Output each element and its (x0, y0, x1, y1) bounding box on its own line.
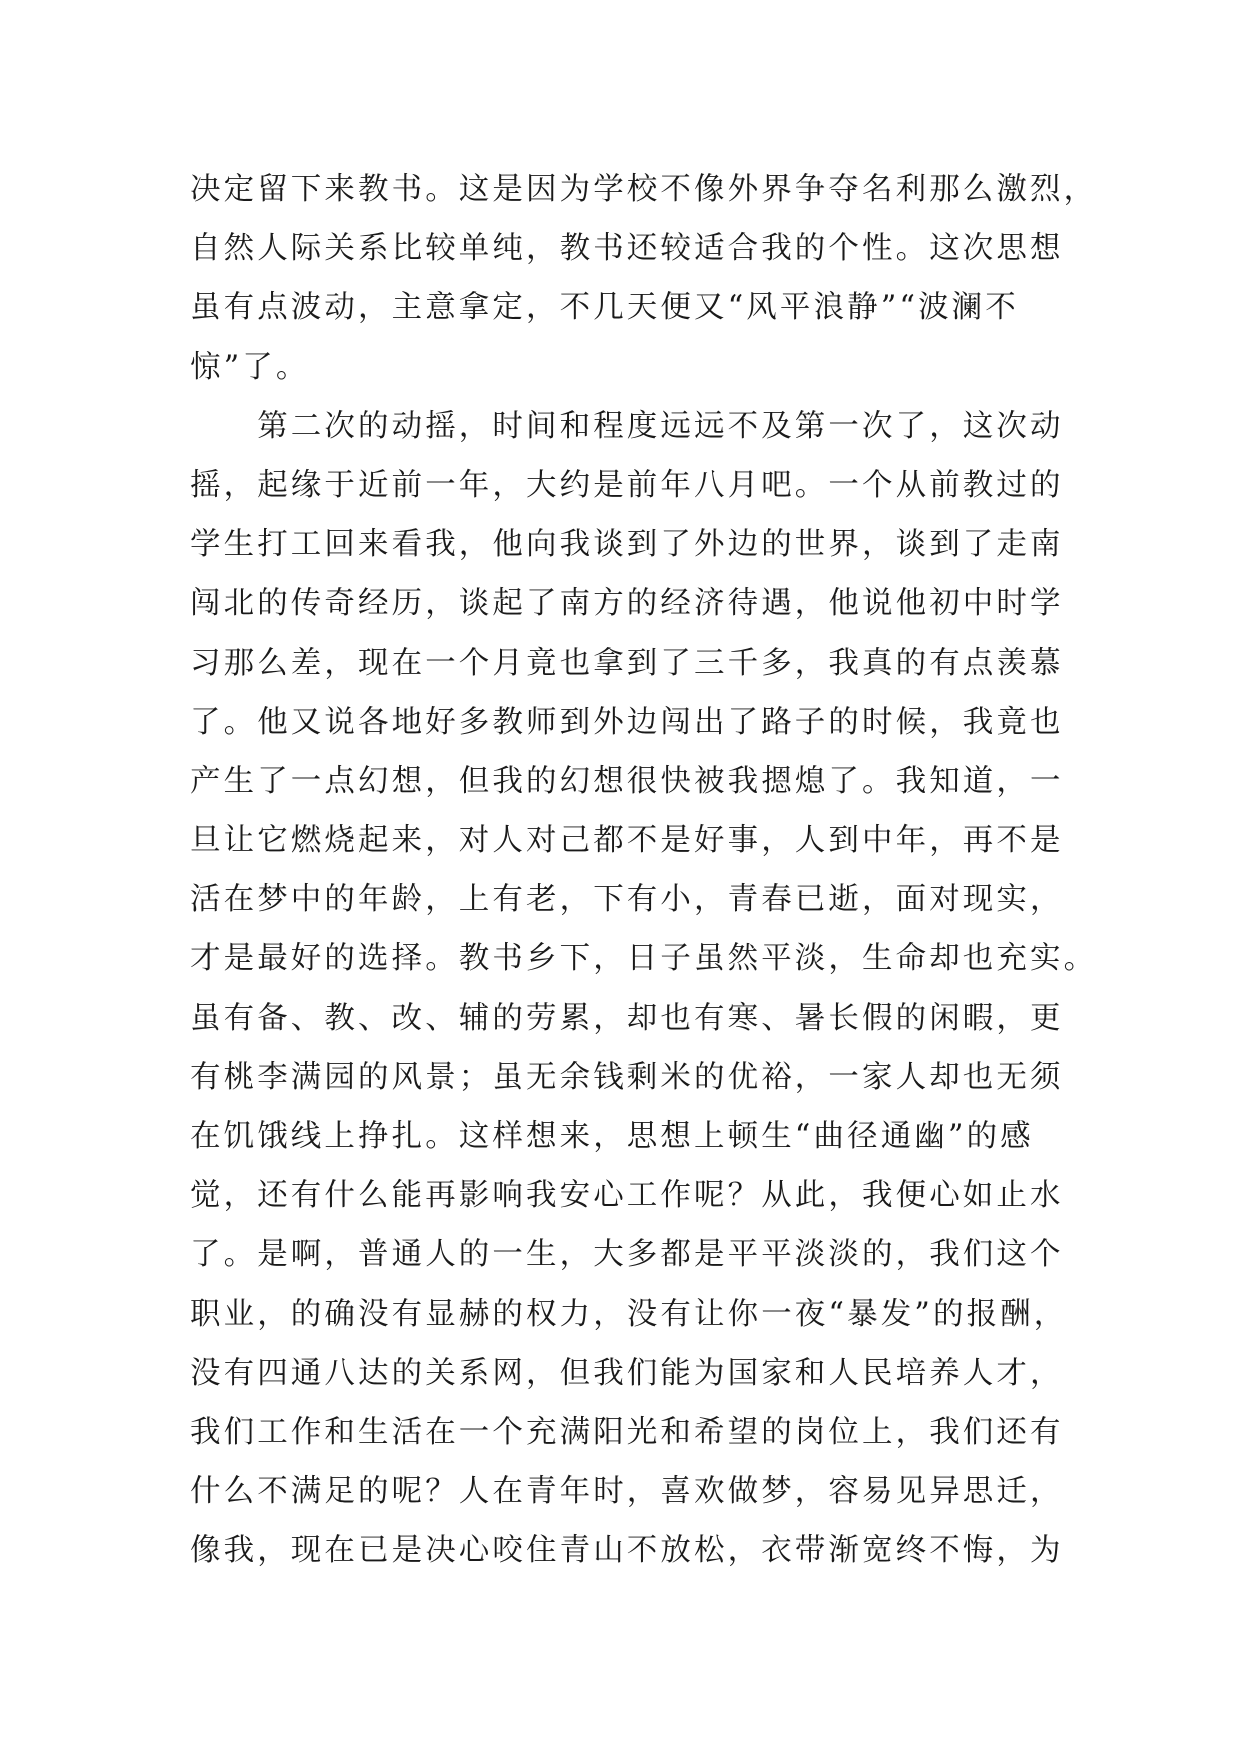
text-line: 习那么差，现在一个月竟也拿到了三千多，我真的有点羡慕 (190, 645, 1064, 681)
text-line: 觉，还有什么能再影响我安心工作呢？从此，我便心如止水 (190, 1178, 1064, 1214)
text-line: 决定留下来教书。这是因为学校不像外界争夺名利那么激烈， (190, 172, 1098, 207)
text-line: 摇，起缘于近前一年，大约是前年八月吧。一个从前教过的 (190, 467, 1064, 503)
text-line: 闯北的传奇经历，谈起了南方的经济待遇，他说他初中时学 (190, 586, 1064, 622)
body-text (190, 160, 1098, 1581)
text-line: 什么不满足的呢？人在青年时，喜欢做梦，容易见异思迁， (190, 1474, 1064, 1510)
text-line: 了。他又说各地好多教师到外边闯出了路子的时候，我竟也 (190, 704, 1064, 740)
paragraph-start-line: 第二次的动摇，时间和程度远远不及第一次了，这次动 (190, 408, 1064, 444)
text-line: 没有四通八达的关系网，但我们能为国家和人民培养人才， (190, 1355, 1064, 1391)
text-line: 虽有点波动，主意拿定，不几天便又“风平浪静”“波澜不 (190, 290, 1019, 326)
text-line: 才是最好的选择。教书乡下，日子虽然平淡，生命却也充实。 (190, 941, 1098, 977)
text-line: 在饥饿线上挣扎。这样想来，思想上顿生“曲径通幽”的感 (190, 1119, 1034, 1154)
text-line: 活在梦中的年龄，上有老，下有小，青春已逝，面对现实， (190, 882, 1064, 918)
text-line: 有桃李满园的风景；虽无余钱剩米的优裕，一家人却也无须 (190, 1059, 1064, 1095)
text-line: 像我，现在已是决心咬住青山不放松，衣带渐宽终不悔，为 (190, 1533, 1064, 1569)
text-line: 虽有备、教、改、辅的劳累，却也有寒、暑长假的闲暇，更 (190, 1000, 1064, 1036)
text-line: 自然人际关系比较单纯，教书还较适合我的个性。这次思想 (190, 231, 1064, 267)
text-line: 学生打工回来看我，他向我谈到了外边的世界，谈到了走南 (190, 527, 1064, 563)
text-line: 产生了一点幻想，但我的幻想很快被我摁熄了。我知道，一 (190, 763, 1064, 799)
text-line: 职业，的确没有显赫的权力，没有让你一夜“暴发”的报酬， (190, 1296, 1068, 1332)
text-line: 旦让它燃烧起来，对人对己都不是好事，人到中年，再不是 (190, 823, 1064, 859)
text-line: 了。是啊，普通人的一生，大多都是平平淡淡的，我们这个 (190, 1237, 1064, 1273)
text-line: 惊”了。 (190, 349, 310, 385)
text-line: 我们工作和生活在一个充满阳光和希望的岗位上，我们还有 (190, 1414, 1064, 1450)
